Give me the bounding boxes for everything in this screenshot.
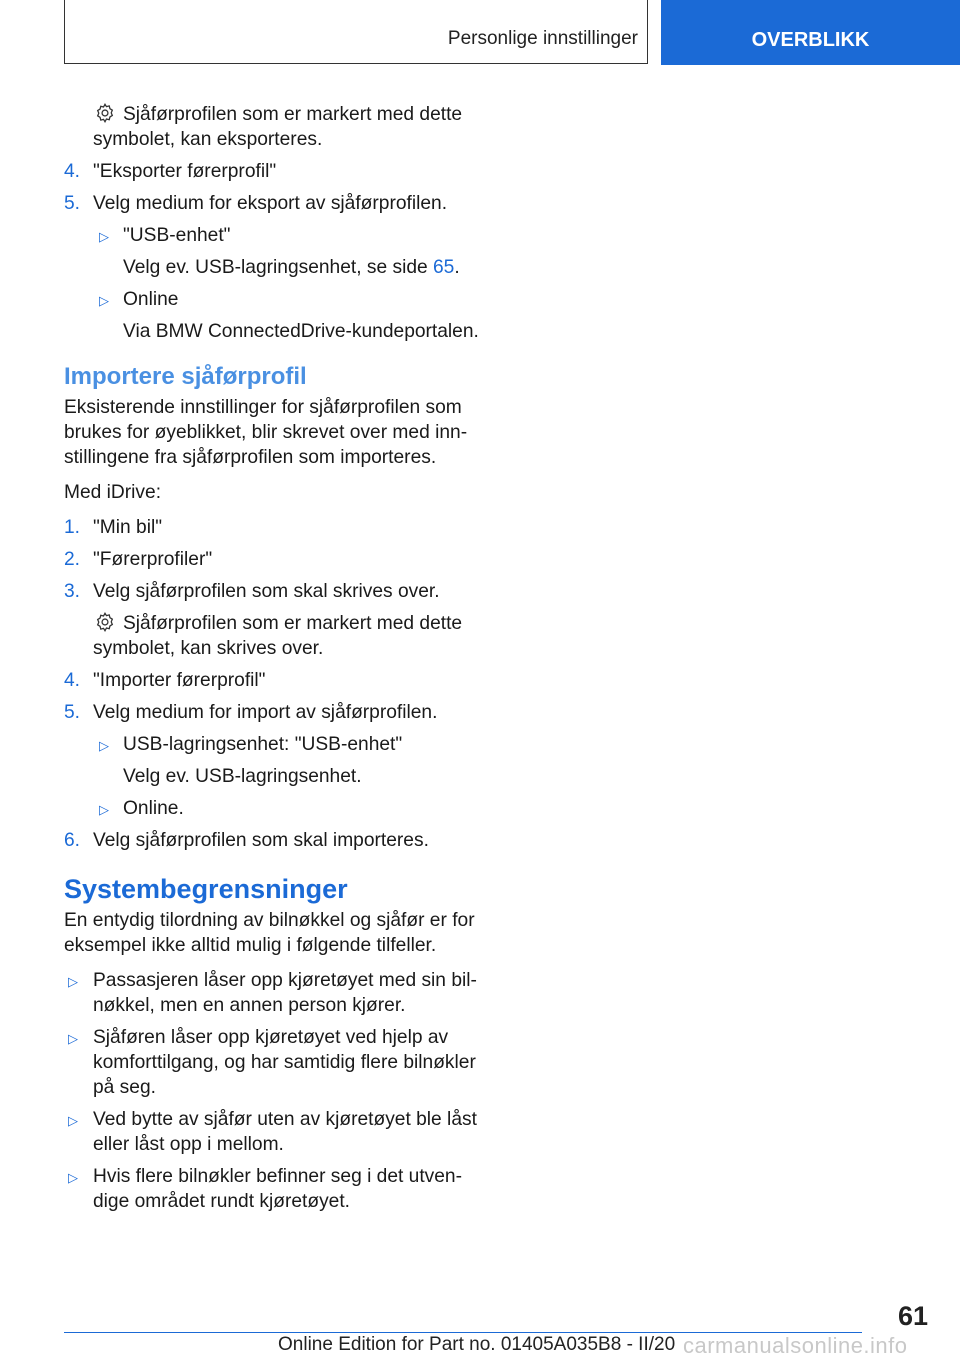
list-item [64, 732, 484, 789]
step-number: 5. [64, 702, 81, 723]
header-section-title: Personlige innstillinger [447, 28, 638, 49]
list-item [64, 668, 484, 693]
list-item [64, 191, 484, 216]
bullet-text: Hvis flere bilnøkler befinner seg i det utven-dige området rundt kjøretøyet. [93, 1166, 462, 1212]
list-item [64, 828, 484, 853]
bullet-text: Ved bytte av sjåfør uten av kjøretøyet ble låst eller låst opp i mellom. [93, 1109, 477, 1155]
triangle-right-icon: ▷ [99, 229, 109, 244]
step-text: Velg sjåførprofilen som skal importeres. [93, 830, 429, 851]
step-number: 3. [64, 581, 81, 602]
page-number: 61 [897, 1301, 928, 1331]
list-item [64, 159, 484, 184]
list-item [64, 287, 484, 344]
import-intro: Eksisterende innstillinger for sjåførprofilen som brukes for øyeblikket, blir skrevet over med inn-stillingene fra sjåførprofilen som importeres. [64, 397, 468, 468]
list-item [64, 1107, 484, 1157]
list-item [64, 515, 484, 540]
step-number: 1. [64, 517, 81, 538]
limits-intro: En entydig tilordning av bilnøkkel og sjåfør er for eksempel ikke alltid mulig i følgende tilfeller. [64, 910, 475, 956]
step-text: "Importer førerprofil" [93, 670, 266, 691]
triangle-right-icon: ▷ [68, 1031, 78, 1046]
list-item [64, 547, 484, 572]
list-item [64, 1164, 484, 1214]
option-title: Online [123, 289, 179, 310]
step-text: Velg medium for eksport av sjåførprofilen. [93, 193, 448, 214]
step-text: "Eksporter førerprofil" [93, 161, 277, 182]
triangle-right-icon: ▷ [68, 1113, 78, 1128]
gear-icon [93, 102, 117, 124]
bullet-text: Passasjeren låser opp kjøretøyet med sin bil-nøkkel, men en annen person kjører. [93, 970, 477, 1016]
export-note: Sjåførprofilen som er markert med dette symbolet, kan eksporteres. [93, 104, 463, 150]
step-number: 4. [64, 161, 81, 182]
list-item [64, 1025, 484, 1100]
step-text: "Førerprofiler" [93, 549, 213, 570]
list-item [64, 579, 484, 604]
triangle-right-icon: ▷ [99, 738, 109, 753]
limits-heading: Systembegrensninger [64, 874, 348, 904]
list-item [64, 968, 484, 1018]
step-text: "Min bil" [93, 517, 163, 538]
overview-tab[interactable]: OVERBLIKK [661, 0, 960, 65]
footer-edition: Online Edition for Part no. 01405A035B8 - II/20 [278, 1334, 676, 1355]
idrive-label: Med iDrive: [64, 482, 162, 503]
triangle-right-icon: ▷ [99, 802, 109, 817]
page-link[interactable]: 65 [433, 257, 455, 278]
step-text: Velg medium for import av sjåførprofilen. [93, 702, 438, 723]
triangle-right-icon: ▷ [99, 293, 109, 308]
option-title: Online. [123, 798, 184, 819]
option-title: USB-lagringsenhet: "USB-enhet" [123, 734, 403, 755]
option-desc: Velg ev. USB-lagringsenhet, se side 65. [123, 257, 460, 278]
step-number: 6. [64, 830, 81, 851]
list-item [64, 796, 484, 821]
step-number: 5. [64, 193, 81, 214]
step-text: Velg sjåførprofilen som skal skrives over. [93, 581, 440, 602]
gear-icon [93, 611, 117, 633]
list-item [64, 223, 484, 280]
list-item [64, 700, 484, 725]
option-desc: Velg ev. USB-lagringsenhet. [123, 766, 362, 787]
step-number: 4. [64, 670, 81, 691]
option-title: "USB-enhet" [123, 225, 231, 246]
import-note: Sjåførprofilen som er markert med dette symbolet, kan skrives over. [93, 613, 463, 659]
step-number: 2. [64, 549, 81, 570]
watermark: carmanualsonline.info [683, 1333, 908, 1358]
option-desc: Via BMW ConnectedDrive-kundeportalen. [123, 321, 479, 342]
main-content [64, 102, 484, 1221]
import-heading: Importere sjåførprofil [64, 363, 307, 390]
triangle-right-icon: ▷ [68, 1170, 78, 1185]
bullet-text: Sjåføren låser opp kjøretøyet ved hjelp av komforttilgang, og har samtidig flere bilnøkler på seg. [93, 1027, 476, 1098]
triangle-right-icon: ▷ [68, 974, 78, 989]
